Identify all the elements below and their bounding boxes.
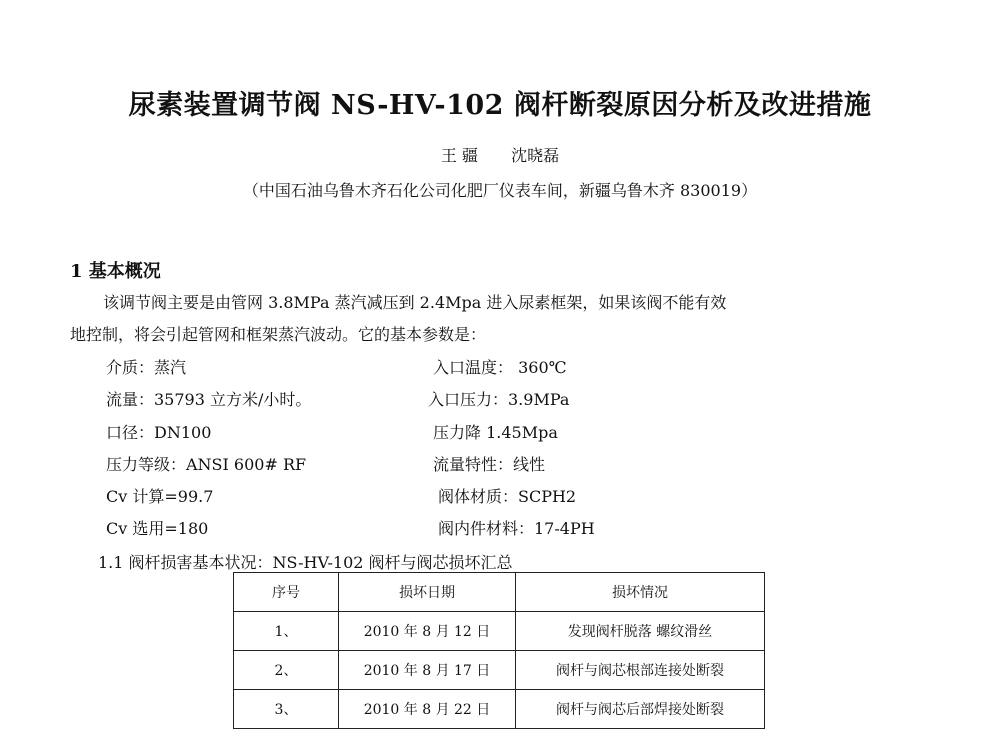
- param-left: 压力等级：ANSI 600# RF: [106, 455, 307, 474]
- affiliation: （中国石油乌鲁木齐石化公司化肥厂仪表车间，新疆乌鲁木齐 830019）: [242, 181, 758, 200]
- param-right: 入口压力：3.9MPa: [428, 390, 570, 409]
- table-cell: 阀杆与阀芯根部连接处断裂: [516, 651, 765, 690]
- column-header: 序号: [234, 573, 339, 612]
- table-cell: 2010 年 8 月 12 日: [339, 612, 516, 651]
- table-header-row: [234, 573, 765, 612]
- author-name: 沈晓磊: [511, 146, 560, 165]
- column-header: 损坏情况: [516, 573, 765, 612]
- table-cell: 阀杆与阀芯后部焊接处断裂: [516, 690, 765, 729]
- table-row: [234, 651, 765, 690]
- damage-summary-table: [233, 572, 765, 729]
- param-right: 阀体材质：SCPH2: [438, 487, 577, 506]
- param-right: 阀内件材料：17-4PH: [438, 519, 595, 538]
- author-list: [0, 143, 1000, 166]
- column-header: 损坏日期: [339, 573, 516, 612]
- param-left: Cv 计算=99.7: [106, 487, 214, 506]
- param-right: 压力降 1.45Mpa: [433, 423, 558, 442]
- table-cell: 1、: [234, 612, 339, 651]
- paragraph-line: 地控制，将会引起管网和框架蒸汽波动。它的基本参数是：: [70, 325, 487, 344]
- table-row: [234, 690, 765, 729]
- param-right: 流量特性：线性: [433, 455, 546, 474]
- table-cell: 发现阀杆脱落 螺纹滑丝: [516, 612, 765, 651]
- param-left: Cv 选用=180: [106, 519, 209, 538]
- subsection-heading: 1.1 阀杆损害基本状况：NS-HV-102 阀杆与阀芯损坏汇总: [98, 553, 513, 572]
- table-cell: 2010 年 8 月 22 日: [339, 690, 516, 729]
- param-left: 介质：蒸汽: [106, 358, 187, 377]
- table-row: [234, 612, 765, 651]
- author-name: 王 疆: [440, 146, 478, 165]
- param-left: 流量：35793 立方米/小时。: [106, 390, 312, 409]
- paper-title: 尿素装置调节阀 NS-HV-102 阀杆断裂原因分析及改进措施: [128, 90, 872, 121]
- table-cell: 2010 年 8 月 17 日: [339, 651, 516, 690]
- param-right: 入口温度： 360℃: [433, 358, 567, 377]
- table-cell: 2、: [234, 651, 339, 690]
- param-left: 口径：DN100: [106, 423, 212, 442]
- table-cell: 3、: [234, 690, 339, 729]
- section-heading: 1 基本概况: [70, 261, 161, 282]
- paragraph-line: 该调节阀主要是由管网 3.8MPa 蒸汽减压到 2.4Mpa 进入尿素框架，如果该阀不能有效: [103, 293, 727, 312]
